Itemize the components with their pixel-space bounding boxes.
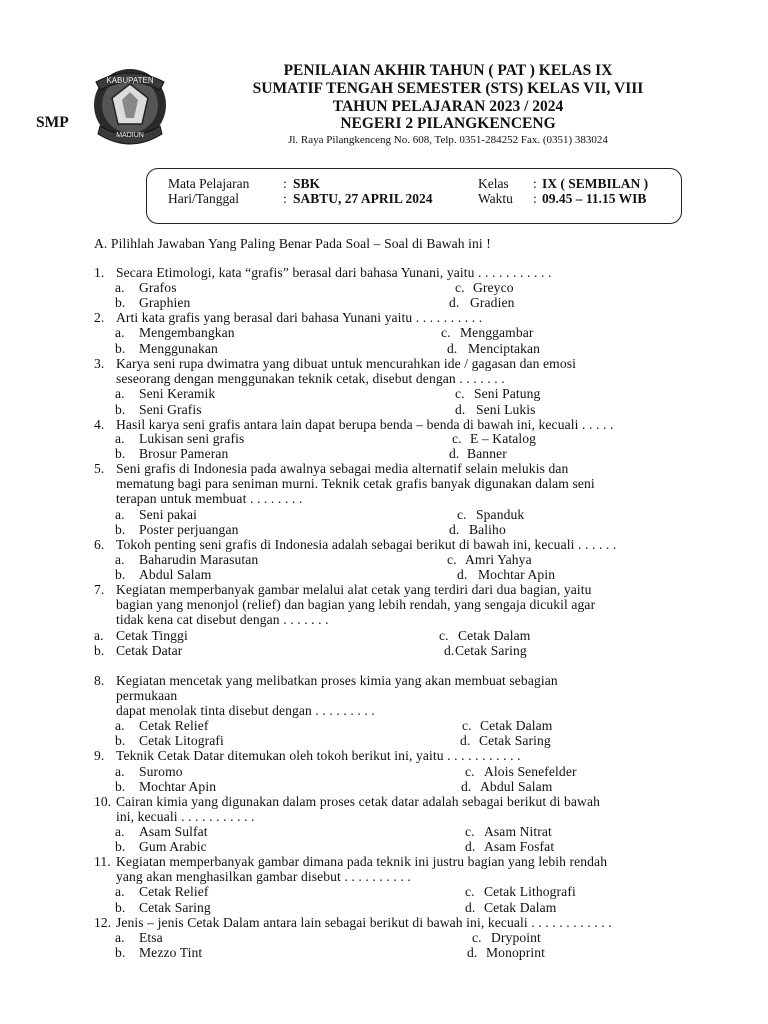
question-6-option-d: Mochtar Apin xyxy=(478,567,556,582)
question-5-option-a-letter: a. xyxy=(115,507,125,522)
question-9-option-b-letter: b. xyxy=(115,779,126,794)
question-4-option-a: Lukisan seni grafis xyxy=(139,431,245,446)
time-value: 09.45 – 11.15 WIB xyxy=(542,191,647,206)
question-2-text-line-1: Arti kata grafis yang berasal dari bahasa Yunani yaitu . . . . . . . . . . xyxy=(116,310,483,325)
question-5-option-b: Poster perjuangan xyxy=(139,522,239,537)
question-12-text-line-1: Jenis – jenis Cetak Dalam antara lain sebagai berikut di bawah ini, kecuali . . . . . . . . . . . . xyxy=(116,915,612,930)
question-7-option-b-letter: b. xyxy=(94,643,105,658)
question-5-option-b-letter: b. xyxy=(115,522,126,537)
question-7-text-line-3: tidak kena cat disebut dengan . . . . . . . xyxy=(116,612,329,628)
question-12-option-c-letter: c. xyxy=(472,930,482,945)
question-2-option-d-letter: d. xyxy=(447,341,458,356)
question-7-option-a-letter: a. xyxy=(94,628,104,643)
header-title-1: PENILAIAN AKHIR TAHUN ( PAT ) KELAS IX xyxy=(283,62,613,79)
question-8-option-c-letter: c. xyxy=(462,718,472,733)
question-11-option-b-letter: b. xyxy=(115,900,126,915)
question-5-text-line-2: mematung bagi para seniman murni. Teknik cetak grafis banyak digunakan dalam seni xyxy=(116,476,595,492)
question-11-text-line-1: Kegiatan memperbanyak gambar dimana pada teknik ini justru bagian yang lebih rendah xyxy=(116,854,608,869)
question-3-option-a-letter: a. xyxy=(115,386,125,401)
question-1-option-d-letter: d. xyxy=(449,295,460,310)
question-6-option-b: Abdul Salam xyxy=(139,567,212,582)
question-8-option-d: Cetak Saring xyxy=(479,733,551,748)
question-12-option-d-letter: d. xyxy=(467,945,478,960)
time-label: Waktu xyxy=(478,191,513,206)
question-11-option-d-letter: d. xyxy=(465,900,476,915)
question-7-text-line-1: Kegiatan memperbanyak gambar melalui alat cetak yang terdiri dari dua bagian, yaitu xyxy=(116,582,592,597)
question-8-number: 8. xyxy=(94,673,105,688)
question-6-option-c-letter: c. xyxy=(447,552,457,567)
question-1-number: 1. xyxy=(94,265,105,280)
question-8-option-d-letter: d. xyxy=(460,733,471,748)
question-10-option-b: Gum Arabic xyxy=(139,839,207,854)
class-label: Kelas xyxy=(478,176,509,191)
question-3-option-a: Seni Keramik xyxy=(139,386,216,401)
question-5-text-line-3: terapan untuk membuat . . . . . . . . xyxy=(116,491,303,507)
question-8-text-line-2: permukaan xyxy=(116,688,178,704)
question-8-option-b-letter: b. xyxy=(115,733,126,748)
question-1-option-c: Greyco xyxy=(473,280,514,295)
question-5-option-d-letter: d. xyxy=(449,522,460,537)
question-10-option-c-letter: c. xyxy=(465,824,475,839)
question-7-option-d-letter: d. xyxy=(444,643,455,658)
question-3-option-d-letter: d. xyxy=(455,402,466,417)
class-value: IX ( SEMBILAN ) xyxy=(542,176,649,191)
question-7-option-c-letter: c. xyxy=(439,628,449,643)
question-4-text-line-1: Hasil karya seni grafis antara lain dapat berupa benda – benda di bawah ini, kecuali . . . . . xyxy=(116,417,614,432)
question-12-option-a-letter: a. xyxy=(115,930,125,945)
date-value: SABTU, 27 APRIL 2024 xyxy=(293,191,433,206)
question-11-number: 11. xyxy=(94,854,111,869)
question-3-option-c-letter: c. xyxy=(455,386,465,401)
question-1-option-a-letter: a. xyxy=(115,280,125,295)
question-2-option-c-letter: c. xyxy=(441,325,451,340)
question-2-option-b: Menggunakan xyxy=(139,341,218,356)
question-10-option-d: Asam Fosfat xyxy=(484,839,555,854)
question-4-option-d: Banner xyxy=(467,446,507,461)
question-10-option-c: Asam Nitrat xyxy=(484,824,552,839)
header-title-2: SUMATIF TENGAH SEMESTER (STS) KELAS VII, VIII xyxy=(252,80,644,97)
question-5-option-c-letter: c. xyxy=(457,507,467,522)
question-6-option-d-letter: d. xyxy=(457,567,468,582)
question-9-text-line-1: Teknik Cetak Datar ditemukan oleh tokoh berikut ini, yaitu . . . . . . . . . . . xyxy=(116,748,521,763)
class-colon: : xyxy=(533,176,537,191)
question-1-text-line-1: Secara Etimologi, kata “grafis” berasal dari bahasa Yunani, yaitu . . . . . . . . . . . xyxy=(116,265,552,280)
question-8-text-line-1: Kegiatan mencetak yang melibatkan proses kimia yang akan membuat sebagian xyxy=(116,673,558,688)
date-label: Hari/Tanggal xyxy=(168,191,240,206)
subject-value: SBK xyxy=(293,176,321,191)
question-10-text-line-1: Cairan kimia yang digunakan dalam proses cetak datar adalah sebagai berikut di bawah xyxy=(116,794,601,809)
question-9-option-c-letter: c. xyxy=(465,764,475,779)
question-2-number: 2. xyxy=(94,310,105,325)
question-4-number: 4. xyxy=(94,417,105,432)
question-4-option-c-letter: c. xyxy=(452,431,462,446)
question-9-option-d: Abdul Salam xyxy=(480,779,553,794)
question-7-number: 7. xyxy=(94,582,105,597)
question-2-option-d: Menciptakan xyxy=(468,341,541,356)
question-2-option-a: Mengembangkan xyxy=(139,325,235,340)
question-11-option-a-letter: a. xyxy=(115,884,125,899)
question-9-option-a-letter: a. xyxy=(115,764,125,779)
question-1-option-a: Grafos xyxy=(139,280,177,295)
question-6-option-a: Baharudin Marasutan xyxy=(139,552,259,567)
question-9-option-b: Mochtar Apin xyxy=(139,779,217,794)
logo-bottom-text: MADIUN xyxy=(116,132,144,139)
date-colon: : xyxy=(283,191,287,206)
school-prefix: SMP xyxy=(36,114,69,131)
question-9-option-d-letter: d. xyxy=(461,779,472,794)
question-5-option-d: Baliho xyxy=(469,522,506,537)
question-7-option-d: Cetak Saring xyxy=(455,643,527,658)
question-6-text-line-1: Tokoh penting seni grafis di Indonesia adalah sebagai berikut di bawah ini, kecuali . . . . . . xyxy=(116,537,617,552)
question-5-option-a: Seni pakai xyxy=(139,507,198,522)
question-5-option-c: Spanduk xyxy=(476,507,525,522)
question-9-number: 9. xyxy=(94,748,105,763)
question-12-option-b: Mezzo Tint xyxy=(139,945,203,960)
question-8-option-b: Cetak Litografi xyxy=(139,733,224,748)
question-10-option-b-letter: b. xyxy=(115,839,126,854)
question-11-option-c-letter: c. xyxy=(465,884,475,899)
question-3-option-b-letter: b. xyxy=(115,402,126,417)
question-1-option-c-letter: c. xyxy=(455,280,465,295)
question-3-option-d: Seni Lukis xyxy=(476,402,536,417)
header-title-4: NEGERI 2 PILANGKENCENG xyxy=(340,115,556,132)
question-7-option-a: Cetak Tinggi xyxy=(116,628,188,643)
question-11-option-a: Cetak Relief xyxy=(139,884,209,899)
question-5-number: 5. xyxy=(94,461,105,476)
question-12-option-b-letter: b. xyxy=(115,945,126,960)
question-9-option-c: Alois Senefelder xyxy=(484,764,577,779)
question-2-option-b-letter: b. xyxy=(115,341,126,356)
question-1-option-d: Gradien xyxy=(470,295,515,310)
question-3-option-b: Seni Grafis xyxy=(139,402,202,417)
question-11-text-line-2: yang akan menghasilkan gambar disebut . . . . . . . . . . xyxy=(116,869,411,885)
question-1-option-b-letter: b. xyxy=(115,295,126,310)
question-3-number: 3. xyxy=(94,356,105,371)
question-7-text-line-2: bagian yang menonjol (relief) dan bagian yang lebih rendah, yang sengaja dicukil agar xyxy=(116,597,596,613)
header-title-3: TAHUN PELAJARAN 2023 / 2024 xyxy=(332,98,564,115)
question-9-option-a: Suromo xyxy=(139,764,183,779)
question-5-text-line-1: Seni grafis di Indonesia pada awalnya sebagai media alternatif selain melukis dan xyxy=(116,461,569,476)
question-11-option-c: Cetak Lithografi xyxy=(484,884,576,899)
question-8-option-a: Cetak Relief xyxy=(139,718,209,733)
question-2-option-a-letter: a. xyxy=(115,325,125,340)
question-12-number: 12. xyxy=(94,915,112,930)
question-6-number: 6. xyxy=(94,537,105,552)
question-10-option-a-letter: a. xyxy=(115,824,125,839)
question-11-option-b: Cetak Saring xyxy=(139,900,211,915)
question-6-option-a-letter: a. xyxy=(115,552,125,567)
question-4-option-d-letter: d. xyxy=(449,446,460,461)
question-8-text-line-3: dapat menolak tinta disebut dengan . . . . . . . . . xyxy=(116,703,375,719)
question-12-option-c: Drypoint xyxy=(491,930,541,945)
logo-top-text: KABUPATEN xyxy=(106,76,154,85)
question-8-option-a-letter: a. xyxy=(115,718,125,733)
question-4-option-a-letter: a. xyxy=(115,431,125,446)
question-12-option-a: Etsa xyxy=(139,930,163,945)
time-colon: : xyxy=(533,191,537,206)
question-4-option-b-letter: b. xyxy=(115,446,126,461)
subject-colon: : xyxy=(283,176,287,191)
question-3-text-line-1: Karya seni rupa dwimatra yang dibuat untuk mencurahkan ide / gagasan dan emosi xyxy=(116,356,577,371)
question-10-option-d-letter: d. xyxy=(465,839,476,854)
question-7-option-c: Cetak Dalam xyxy=(458,628,531,643)
question-7-option-b: Cetak Datar xyxy=(116,643,183,658)
question-3-option-c: Seni Patung xyxy=(474,386,541,401)
section-a-instruction: A. Pilihlah Jawaban Yang Paling Benar Pada Soal – Soal di Bawah ini ! xyxy=(94,236,491,251)
question-6-option-b-letter: b. xyxy=(115,567,126,582)
question-3-text-line-2: seseorang dengan menggunakan teknik cetak, disebut dengan . . . . . . . xyxy=(116,371,505,387)
question-12-option-d: Monoprint xyxy=(486,945,546,960)
question-11-option-d: Cetak Dalam xyxy=(484,900,557,915)
subject-label: Mata Pelajaran xyxy=(168,176,250,191)
question-8-option-c: Cetak Dalam xyxy=(480,718,553,733)
question-6-option-c: Amri Yahya xyxy=(465,552,532,567)
question-2-option-c: Menggambar xyxy=(460,325,534,340)
question-4-option-b: Brosur Pameran xyxy=(139,446,229,461)
question-10-number: 10. xyxy=(94,794,112,809)
question-1-option-b: Graphien xyxy=(139,295,191,310)
question-4-option-c: E – Katalog xyxy=(470,431,537,446)
question-10-text-line-2: ini, kecuali . . . . . . . . . . . xyxy=(116,809,255,825)
question-10-option-a: Asam Sulfat xyxy=(139,824,208,839)
school-address: Jl. Raya Pilangkenceng No. 608, Telp. 0351-284252 Fax. (0351) 383024 xyxy=(288,134,608,146)
